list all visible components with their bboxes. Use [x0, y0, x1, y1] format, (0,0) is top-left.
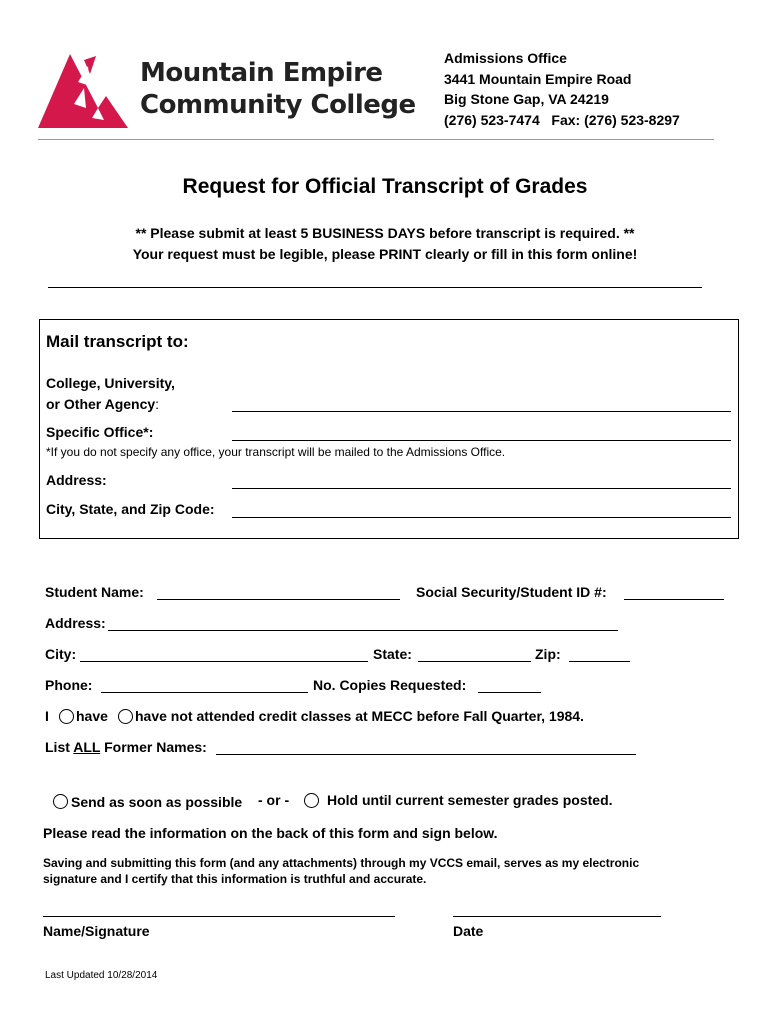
- send-asap-radio[interactable]: [53, 794, 68, 809]
- notice-line1: ** Please submit at least 5 BUSINESS DAYS before transcript is required. **: [135, 225, 635, 241]
- specific-office-field[interactable]: [232, 440, 731, 441]
- signature-label: Name/Signature: [43, 923, 150, 939]
- former-names-field[interactable]: [216, 754, 636, 755]
- student-phone-field[interactable]: [101, 692, 308, 693]
- have-not-label: have not attended credit classes at MECC before Fall Quarter, 1984.: [135, 708, 584, 724]
- student-zip-field[interactable]: [569, 661, 630, 662]
- student-name-label: Student Name:: [45, 584, 144, 600]
- former-names-label: [45, 739, 207, 755]
- college-agency-field[interactable]: [232, 411, 731, 412]
- student-name-field[interactable]: [157, 599, 400, 600]
- attended-prefix: I: [45, 708, 49, 724]
- page-title: Request for Official Transcript of Grades: [182, 175, 588, 198]
- college-logo-icon: [38, 52, 130, 130]
- student-city-label: City:: [45, 646, 77, 662]
- college-agency-label-2: [46, 396, 159, 412]
- address-street: 3441 Mountain Empire Road: [444, 70, 632, 87]
- student-state-field[interactable]: [418, 661, 531, 662]
- ssn-field[interactable]: [624, 599, 724, 600]
- address-city: Big Stone Gap, VA 24219: [444, 91, 609, 107]
- mail-box-heading: Mail transcript to:: [46, 332, 189, 351]
- specific-office-label: Specific Office*:: [46, 424, 154, 440]
- admissions-address: [444, 48, 680, 130]
- hold-label: Hold until current semester grades posted.: [327, 792, 613, 808]
- former-names-prefix: List: [45, 739, 74, 755]
- college-agency-label-1: College, University,: [46, 375, 175, 391]
- student-address-field[interactable]: [108, 630, 618, 631]
- certify-line2: signature and I certify that this information is truthful and accurate.: [43, 872, 427, 886]
- college-name-line2: Community College: [140, 90, 416, 120]
- ssn-label: Social Security/Student ID #:: [416, 584, 607, 600]
- mail-city-label: City, State, and Zip Code:: [46, 501, 215, 517]
- signature-field[interactable]: [43, 916, 395, 917]
- student-zip-label: Zip:: [535, 646, 561, 662]
- have-not-radio[interactable]: [118, 709, 133, 724]
- have-radio[interactable]: [59, 709, 74, 724]
- instructions-text: Please read the information on the back of this form and sign below.: [43, 825, 498, 841]
- have-label: have: [76, 708, 108, 724]
- copies-label: No. Copies Requested:: [313, 677, 467, 693]
- send-or-label: - or -: [258, 792, 290, 808]
- student-phone-label: Phone:: [45, 677, 93, 693]
- last-updated: Last Updated 10/28/2014: [45, 970, 158, 981]
- specific-office-note: *If you do not specify any office, your transcript will be mailed to the Admissions Office.: [46, 445, 506, 459]
- address-office: Admissions Office: [444, 50, 567, 66]
- header-divider: [38, 139, 714, 140]
- student-city-field[interactable]: [80, 661, 368, 662]
- date-label: Date: [453, 923, 484, 939]
- mail-address-label: Address:: [46, 472, 107, 488]
- notice-line2: Your request must be legible, please PRINT clearly or fill in this form online!: [132, 246, 638, 262]
- college-agency-label-colon: :: [155, 396, 160, 412]
- copies-field[interactable]: [478, 692, 541, 693]
- college-agency-label-text: or Other Agency: [46, 396, 156, 412]
- send-asap-label: Send as soon as possible: [71, 794, 243, 810]
- student-state-label: State:: [373, 646, 412, 662]
- mail-address-field[interactable]: [232, 488, 731, 489]
- mail-city-field[interactable]: [232, 517, 731, 518]
- hold-radio[interactable]: [304, 793, 319, 808]
- address-phone-fax: (276) 523-7474 Fax: (276) 523-8297: [444, 111, 680, 128]
- former-names-suffix: Former Names:: [100, 739, 207, 755]
- student-address-label: Address:: [45, 615, 106, 631]
- certify-line1: Saving and submitting this form (and any attachments) through my VCCS email, serves as my electronic: [43, 856, 640, 870]
- date-field[interactable]: [453, 916, 661, 917]
- notice-divider: [48, 287, 702, 288]
- college-name-line1: Mountain Empire: [140, 58, 383, 88]
- former-names-all: ALL: [73, 739, 101, 755]
